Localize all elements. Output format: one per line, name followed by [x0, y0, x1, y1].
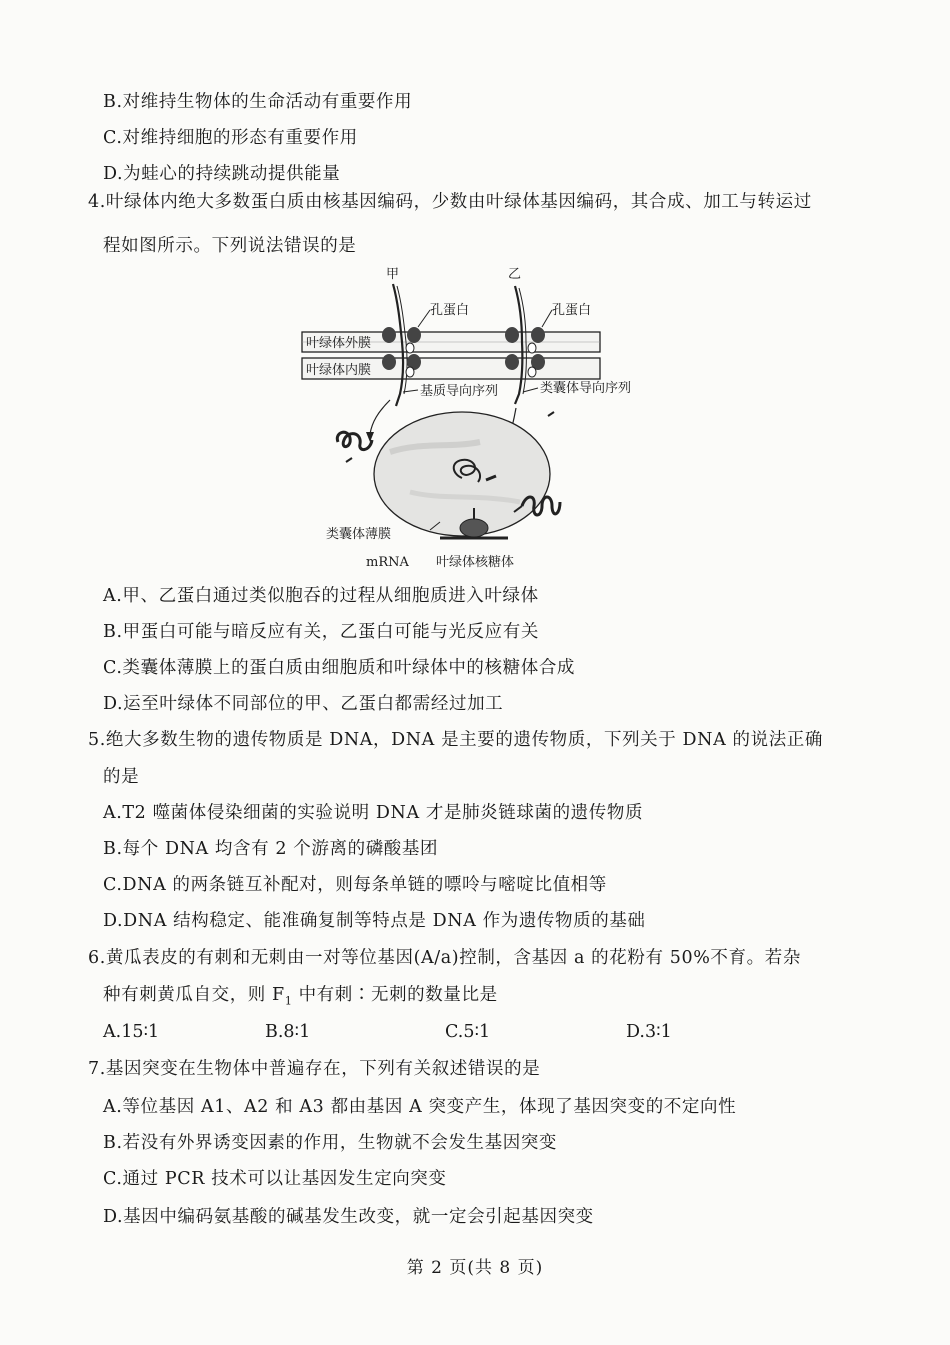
page-footer: 第 2 页(共 8 页): [406, 1258, 544, 1278]
thylakoid-membrane-label: 类囊体薄膜: [326, 527, 392, 542]
mrna-label: mRNA: [366, 555, 409, 570]
pore-protein-right-outer-a: [505, 327, 519, 343]
q7-option-d: D.基因中编码氨基酸的碱基发生改变，就一定会引起基因突变: [103, 1207, 594, 1227]
q5-option-c: C.DNA 的两条链互补配对，则每条单链的嘌呤与嘧啶比值相等: [103, 875, 607, 895]
pore-protein-right-label: 孔蛋白: [552, 303, 592, 318]
q6-subscript: 1: [284, 994, 293, 1008]
q6-stem-line2: [103, 984, 498, 1013]
outer-membrane-label: 叶绿体外膜: [306, 336, 372, 351]
q7-stem: 7.基因突变在生物体中普遍存在，下列有关叙述错误的是: [88, 1059, 541, 1079]
q5-option-d: D.DNA 结构稳定、能准确复制等特点是 DNA 作为遗传物质的基础: [103, 911, 646, 931]
pore-protein-left-outer-b: [407, 327, 421, 343]
stroma-targeting-sequence-label: 基质导向序列: [420, 384, 499, 399]
q5-stem-line2: 的是: [103, 767, 140, 787]
protein-yi-label: 乙: [508, 267, 522, 282]
q7-option-b: B.若没有外界诱变因素的作用，生物就不会发生基因突变: [103, 1133, 558, 1153]
chloroplast-ribosome-label: 叶绿体核糖体: [436, 555, 515, 570]
q5-option-b: B.每个 DNA 均含有 2 个游离的磷酸基团: [103, 839, 439, 859]
pore-protein-right-inner-a: [505, 354, 519, 370]
released-protein-coil: [337, 432, 372, 449]
q6-option-b: B.8∶1: [265, 1022, 311, 1042]
q3-option-b: B.对维持生物体的生命活动有重要作用: [103, 92, 413, 112]
q4-option-b: B.甲蛋白可能与暗反应有关，乙蛋白可能与光反应有关: [103, 622, 539, 642]
thylakoid-targeting-sequence-label: 类囊体导向序列: [540, 381, 632, 396]
q6-stem-line2-part2: 中有刺∶无刺的数量比是: [292, 985, 498, 1005]
q6-option-d: D.3∶1: [626, 1022, 672, 1042]
q5-stem-line1: 5.绝大多数生物的遗传物质是 DNA，DNA 是主要的遗传物质，下列关于 DNA 的说法正确: [88, 730, 823, 750]
q4-stem-line2: 程如图所示。下列说法错误的是: [103, 236, 357, 256]
q6-option-a: A.15∶1: [103, 1022, 160, 1042]
arrow-to-stroma: [370, 400, 390, 434]
pore-protein-left-inner-a: [382, 354, 396, 370]
q4-option-a: A.甲、乙蛋白通过类似胞吞的过程从细胞质进入叶绿体: [103, 586, 539, 606]
q4-option-c: C.类囊体薄膜上的蛋白质由细胞质和叶绿体中的核糖体合成: [103, 658, 576, 678]
q4-stem-line1: 4.叶绿体内绝大多数蛋白质由核基因编码，少数由叶绿体基因编码，其合成、加工与转运过: [88, 192, 812, 212]
protein-jia-label: 甲: [386, 267, 400, 282]
q7-option-a: A.等位基因 A1、A2 和 A3 都由基因 A 突变产生，体现了基因突变的不定向性: [103, 1097, 737, 1117]
q3-option-c: C.对维持细胞的形态有重要作用: [103, 128, 358, 148]
q6-stem-line1: 6.黄瓜表皮的有刺和无刺由一对等位基因(A/a)控制，含基因 a 的花粉有 50%不育。若杂: [88, 948, 801, 968]
figure-diagram: [290, 262, 670, 574]
q6-option-c: C.5∶1: [445, 1022, 491, 1042]
pore-protein-left-outer-a: [382, 327, 396, 343]
q5-option-a: A.T2 噬菌体侵染细菌的实验说明 DNA 才是肺炎链球菌的遗传物质: [103, 803, 644, 823]
pore-protein-left-label: 孔蛋白: [430, 303, 470, 318]
q6-stem-line2-part1: 种有刺黄瓜自交，则 F: [103, 985, 285, 1005]
pore-protein-right-outer-b: [531, 327, 545, 343]
inner-membrane-label: 叶绿体内膜: [306, 363, 372, 378]
q4-option-d: D.运至叶绿体不同部位的甲、乙蛋白都需经过加工: [103, 694, 504, 714]
q3-option-d: D.为蛙心的持续跳动提供能量: [103, 164, 341, 184]
chloroplast-ribosome: [460, 519, 488, 537]
chloroplast-protein-transport-figure: [290, 262, 670, 574]
q7-option-c: C.通过 PCR 技术可以让基因发生定向突变: [103, 1169, 447, 1189]
